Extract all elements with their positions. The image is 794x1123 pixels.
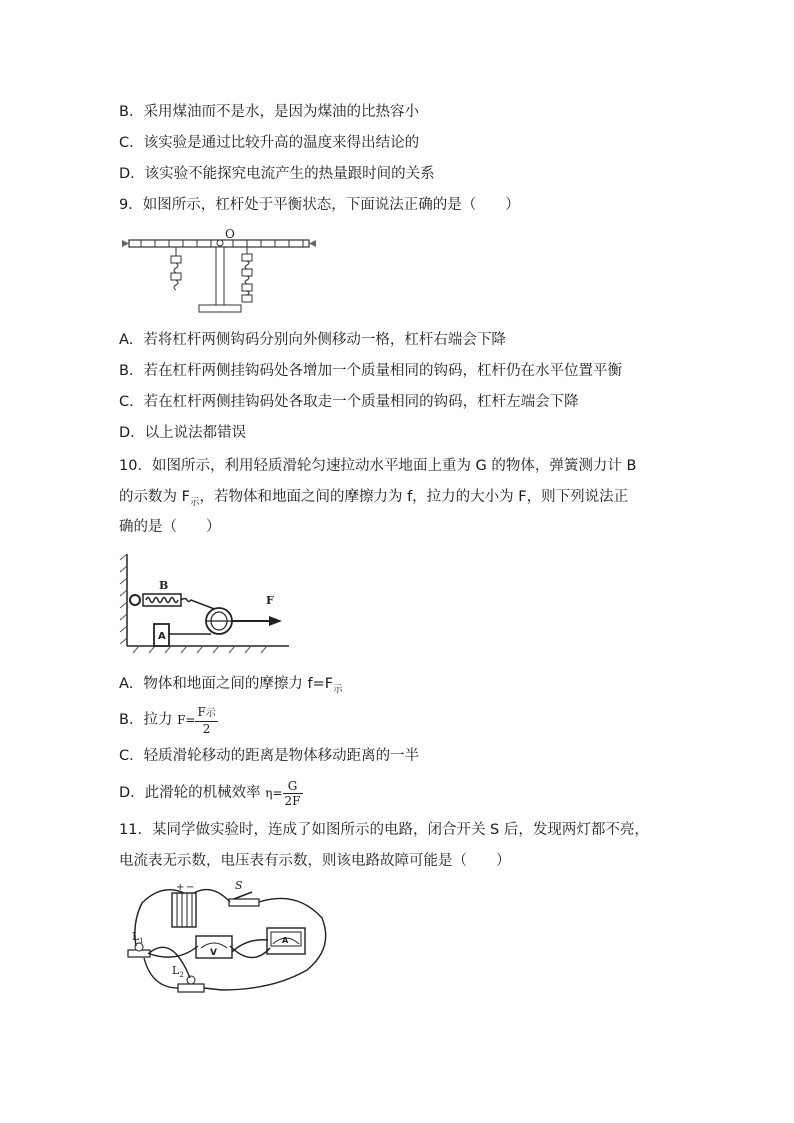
- svg-text:+: +: [176, 882, 185, 893]
- lamp2-sub: 2: [179, 971, 184, 979]
- q9-option-a: A．若将杠杆两侧钩码分别向外侧移动一格，杠杆右端会下降: [119, 332, 506, 348]
- q11-stem-line1: 11．某同学做实验时，连成了如图所示的电路，闭合开关 S 后，发现两灯都不亮，: [119, 822, 649, 838]
- svg-text:L1: [132, 930, 144, 945]
- voltmeter-label: V: [210, 948, 217, 958]
- ammeter-label: A: [282, 936, 289, 945]
- svg-text:L2: [172, 964, 184, 979]
- q8-option-d: D．该实验不能探究电流产生的热量跟时间的关系: [119, 166, 435, 182]
- q10-stem-line1: 10．如图所示，利用轻质滑轮匀速拉动水平地面上重为 G 的物体，弹簧测力计 B: [119, 458, 637, 474]
- pulley-spring-icon: [119, 550, 299, 660]
- svg-text:−: −: [186, 882, 195, 893]
- circuit-figure: [122, 878, 337, 1003]
- q8-option-c: C．该实验是通过比较升高的温度来得出结论的: [119, 135, 420, 151]
- force-label: F: [266, 594, 274, 607]
- lamp1-label: L: [132, 930, 140, 943]
- q11-stem-line2: 电流表无示数，电压表有示数，则该电路故障可能是（ ）: [119, 853, 511, 869]
- q8-option-b: B．采用煤油而不是水，是因为煤油的比热容小: [119, 104, 419, 120]
- fraction-f-over-2: $\frac{\text{F示}}{2}$: [197, 704, 216, 736]
- circuit-icon: [122, 878, 337, 1003]
- q9-stem: 9．如图所示，杠杆处于平衡状态，下面说法正确的是（ ）: [119, 197, 520, 213]
- q9-option-c: C．若在杠杆两侧挂钩码处各取走一个质量相同的钩码，杠杆左端会下降: [119, 394, 579, 410]
- switch-label: S: [235, 879, 243, 892]
- q10-stem-line2: 的示数为 $F_示$，若物体和地面之间的摩擦力为 f，拉力的大小为 F，则下列说法正: [119, 489, 629, 508]
- fraction-g-over-2f: $\frac{G}{2F}$: [284, 778, 301, 808]
- lever-balance-figure: [119, 226, 324, 318]
- q9-option-b: B．若在杠杆两侧挂钩码处各增加一个质量相同的钩码，杠杆仍在水平位置平衡: [119, 363, 622, 379]
- spring-scale-label: B: [159, 579, 169, 592]
- lamp1-sub: 1: [139, 937, 144, 945]
- q10-stem-line3: 确的是（ ）: [119, 519, 221, 535]
- q10-option-b: B．拉力 F= $\frac{\text{F示}}{2}$: [119, 704, 216, 736]
- block-label: A: [158, 631, 166, 642]
- lamp2-label: L: [172, 964, 180, 977]
- q9-option-d: D．以上说法都错误: [119, 425, 247, 441]
- lever-balance-icon: [119, 226, 324, 318]
- q10-option-a: A．物体和地面之间的摩擦力 $f=F_示$: [119, 676, 343, 695]
- pulley-figure: [119, 550, 299, 660]
- pivot-label: O: [225, 227, 235, 241]
- q10-option-c: C．轻质滑轮移动的距离是物体移动距离的一半: [119, 748, 420, 764]
- q10-option-d: D．此滑轮的机械效率 η= $\frac{G}{2F}$: [119, 778, 301, 808]
